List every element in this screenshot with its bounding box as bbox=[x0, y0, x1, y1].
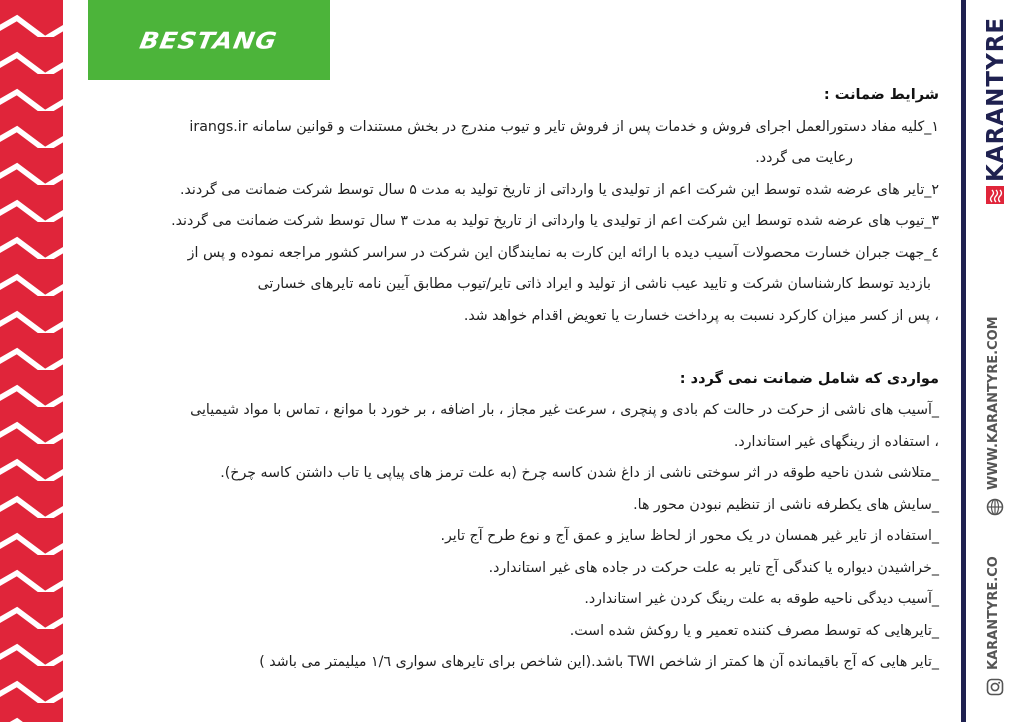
decorative-chevron-strip bbox=[0, 0, 63, 722]
instagram-icon bbox=[986, 678, 1004, 696]
section-spacer bbox=[92, 332, 939, 364]
globe-icon bbox=[986, 498, 1004, 516]
chevron-pattern-icon bbox=[0, 0, 63, 722]
exclusions-title: مواردی که شامل ضمانت نمی گردد : bbox=[679, 370, 939, 387]
warranty-line: ٤_جهت جبران خسارت محصولات آسیب دیده با ارائه این کارت به نمایندگان این شرکت در سراسر کشور مراجعه نموده و پس از bbox=[187, 244, 939, 261]
warranty-line: رعایت می گردد. bbox=[755, 150, 853, 166]
exclusion-line: _تایر هایی که آج باقیمانده آن ها کمتر از شاخص TWI باشد.(این شاخص برای تایرهای سواری ۱/٦ میلیمتر می باشد ) bbox=[259, 654, 939, 670]
warranty-terms-document bbox=[92, 80, 939, 679]
exclusion-line: ، استفاده از رینگهای غیر استاندارد. bbox=[733, 433, 939, 450]
exclusion-line: _متلاشی شدن ناحیه طوقه در اثر سوختی ناشی از داغ شدن کاسه چرخ (به علت ترمز های پیاپی یا تاب داشتن کاسه چرخ). bbox=[220, 465, 939, 481]
exclusion-line: _خراشیدن دیواره یا کندگی آج تایر به علت حرکت در جاده های غیر استاندارد. bbox=[488, 559, 939, 576]
brand-name: BESTANG bbox=[138, 26, 280, 54]
karantyre-logo-icon bbox=[986, 186, 1004, 204]
warranty-line: ۳_تیوب های عرضه شده توسط این شرکت اعم از تولیدی یا وارداتی از تاریخ تولید به مدت ۳ سال توسط شرکت ضمانت می گردند. bbox=[171, 213, 939, 229]
warranty-line: ۱_کلیه مفاد دستورالعمل اجرای فروش و خدمات پس از فروش تایر و تیوب مندرج در بخش مستندات و قوانین سامانه irangs.ir bbox=[189, 118, 939, 135]
bestang-logo bbox=[88, 0, 330, 80]
exclusion-line: _آسیب های ناشی از حرکت در حالت کم بادی و پنچری ، سرعت غیر مجاز ، بار اضافه ، بر خورد با موانع ، تماس با مواد شیمیایی bbox=[190, 402, 939, 418]
warranty-line: ، پس از کسر میزان کارکرد نسبت به پرداخت خسارت یا تعویض اقدام خواهد شد. bbox=[463, 307, 939, 324]
karantyre-logo-text: KARANTYRE bbox=[983, 16, 1009, 182]
exclusion-line: _آسیب دیدگی ناحیه طوقه به علت رینگ کردن غیر استاندارد. bbox=[584, 591, 939, 607]
warranty-line: ۲_تایر های عرضه شده توسط این شرکت اعم از تولیدی یا وارداتی از تاریخ تولید به مدت ۵ سال توسط شرکت ضمانت می گردند. bbox=[179, 181, 939, 198]
warranty-title: شرایط ضمانت : bbox=[823, 87, 939, 103]
website-link[interactable]: WWW.KARANTYRE.COM bbox=[986, 316, 1001, 490]
exclusion-line: _استفاده از تایر غیر همسان در یک محور از لحاظ سایز و عمق آج و نوع طرح آج تایر. bbox=[440, 528, 939, 544]
warranty-line: بازدید توسط کارشناسان شرکت و تایید عیب ناشی از تولید و ایراد ذاتی تایر/تیوب مطابق آیین نامه تایرهای خسارتی bbox=[257, 276, 931, 292]
exclusion-line: _سایش های یکطرفه ناشی از تنظیم نبودن محور ها. bbox=[633, 496, 939, 513]
instagram-handle[interactable]: KARANTYRE.CO bbox=[986, 556, 1001, 670]
exclusion-line: _تایرهایی که توسط مصرف کننده تعمیر و یا روکش شده است. bbox=[569, 622, 939, 639]
